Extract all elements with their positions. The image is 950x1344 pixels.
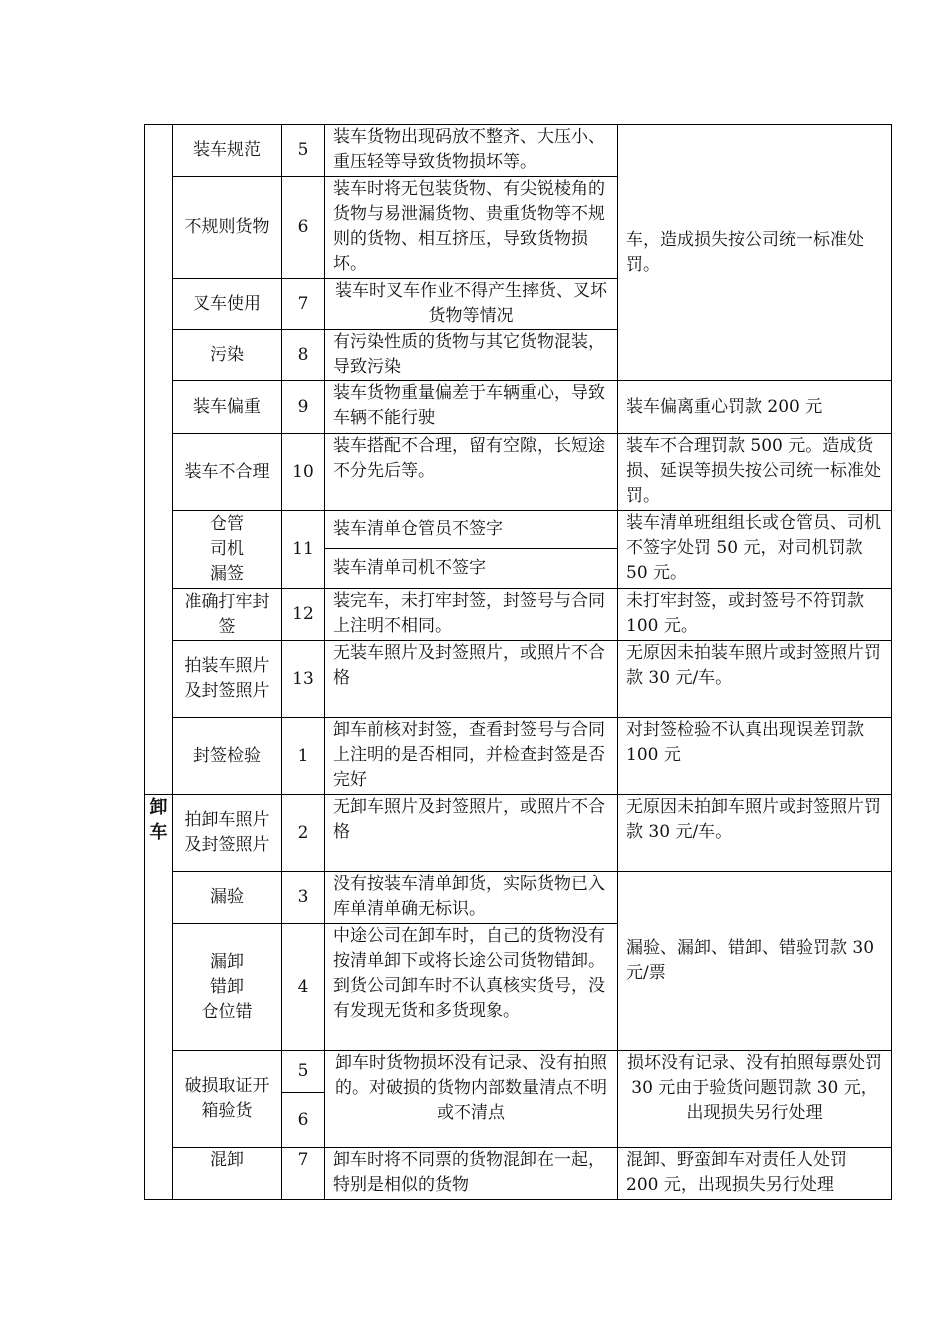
table-row <box>145 125 892 177</box>
number-cell: 5 <box>282 1051 325 1093</box>
section-cell-loading <box>145 125 173 795</box>
table-row <box>145 872 892 924</box>
description-cell: 装完车，未打牢封签，封签号与合同上注明不相同。 <box>325 589 618 641</box>
item-cell: 装车偏重 <box>173 381 282 434</box>
item-cell: 装车不合理 <box>173 434 282 511</box>
description-cell: 无装车照片及封签照片，或照片不合格 <box>325 641 618 718</box>
table-row <box>145 381 892 434</box>
item-cell: 破损取证开箱验货 <box>173 1051 282 1148</box>
description-cell: 装车时叉车作业不得产生摔货、叉坏货物等情况 <box>325 279 618 330</box>
item-cell: 拍卸车照片及封签照片 <box>173 795 282 872</box>
number-cell: 8 <box>282 330 325 381</box>
number-cell: 4 <box>282 924 325 1051</box>
description-cell: 装车清单仓管员不签字 <box>325 511 618 549</box>
item-cell: 漏验 <box>173 872 282 924</box>
description-cell: 有污染性质的货物与其它货物混装，导致污染 <box>325 330 618 381</box>
number-cell: 1 <box>282 718 325 795</box>
number-cell: 13 <box>282 641 325 718</box>
item-line: 漏卸 <box>210 951 244 972</box>
description-cell: 装车清单司机不签字 <box>325 549 618 589</box>
description-cell: 无卸车照片及封签照片，或照片不合格 <box>325 795 618 872</box>
item-cell: 装车规范 <box>173 125 282 177</box>
table-row <box>145 1051 892 1093</box>
description-cell: 装车搭配不合理，留有空隙，长短途不分先后等。 <box>325 434 618 511</box>
penalty-cell: 混卸、野蛮卸车对责任人处罚 200 元，出现损失另行处理 <box>618 1148 892 1200</box>
number-cell: 2 <box>282 795 325 872</box>
number-cell: 12 <box>282 589 325 641</box>
number-cell: 9 <box>282 381 325 434</box>
item-cell: 封签检验 <box>173 718 282 795</box>
penalty-cell: 装车清单班组组长或仓管员、司机不签字处罚 50 元，对司机罚款 50 元。 <box>618 511 892 589</box>
description-cell: 装车时将无包装货物、有尖锐棱角的货物与易泄漏货物、贵重货物等不规则的货物、相互挤压，导致货物损坏。 <box>325 177 618 279</box>
description-cell: 卸车时货物损坏没有记录、没有拍照的。对破损的货物内部数量清点不明或不清点 <box>325 1051 618 1148</box>
penalty-cell: 车，造成损失按公司统一标准处罚。 <box>618 125 892 381</box>
item-line: 司机 <box>210 539 244 559</box>
number-cell: 3 <box>282 872 325 924</box>
section-cell-unloading <box>145 795 173 1200</box>
number-cell: 11 <box>282 511 325 589</box>
description-cell: 卸车时将不同票的货物混卸在一起，特别是相似的货物 <box>325 1148 618 1200</box>
penalty-cell: 无原因未拍卸车照片或封签照片罚款 30 元/车。 <box>618 795 892 872</box>
penalty-cell: 对封签检验不认真出现误差罚款 100 元 <box>618 718 892 795</box>
item-line: 错卸 <box>210 976 244 997</box>
table-row <box>145 1148 892 1200</box>
description-cell: 没有按装车清单卸货，实际货物已入库单清单确无标识。 <box>325 872 618 924</box>
description-cell: 装车货物重量偏差于车辆重心，导致车辆不能行驶 <box>325 381 618 434</box>
description-cell: 装车货物出现码放不整齐、大压小、重压轻等导致货物损坏等。 <box>325 125 618 177</box>
number-cell: 7 <box>282 279 325 330</box>
item-cell: 准确打牢封签 <box>173 589 282 641</box>
table-row <box>145 589 892 641</box>
number-cell: 7 <box>282 1148 325 1200</box>
penalty-cell: 未打牢封签，或封签号不符罚款 100 元。 <box>618 589 892 641</box>
item-cell: 污染 <box>173 330 282 381</box>
penalty-cell: 损坏没有记录、没有拍照每票处罚 30 元由于验货问题罚款 30 元，出现损失另行处理 <box>618 1051 892 1148</box>
penalty-cell: 无原因未拍装车照片或封签照片罚款 30 元/车。 <box>618 641 892 718</box>
number-cell: 5 <box>282 125 325 177</box>
item-line: 漏签 <box>210 564 244 584</box>
number-cell: 6 <box>282 177 325 279</box>
penalty-cell: 装车偏离重心罚款 200 元 <box>618 381 892 434</box>
item-cell: 混卸 <box>173 1148 282 1200</box>
item-cell: 叉车使用 <box>173 279 282 330</box>
number-cell: 6 <box>282 1093 325 1148</box>
item-cell <box>173 511 282 589</box>
item-line: 仓管 <box>210 514 244 534</box>
item-cell <box>173 924 282 1051</box>
penalty-cell: 装车不合理罚款 500 元。造成货损、延误等损失按公司统一标准处罚。 <box>618 434 892 511</box>
section-label: 卸车 <box>149 797 168 843</box>
table-row <box>145 511 892 549</box>
description-cell: 卸车前核对封签，查看封签号与合同上注明的是否相同，并检查封签是否完好 <box>325 718 618 795</box>
number-cell: 10 <box>282 434 325 511</box>
table-row <box>145 641 892 718</box>
description-cell: 中途公司在卸车时，自己的货物没有按清单卸下或将长途公司货物错卸。到货公司卸车时不认真核实货号，没有发现无货和多货现象。 <box>325 924 618 1051</box>
item-line: 仓位错 <box>201 1001 253 1022</box>
item-cell: 不规则货物 <box>173 177 282 279</box>
table-row <box>145 434 892 511</box>
table-row <box>145 718 892 795</box>
item-cell: 拍装车照片及封签照片 <box>173 641 282 718</box>
table-row <box>145 795 892 872</box>
penalty-cell: 漏验、漏卸、错卸、错验罚款 30 元/票 <box>618 872 892 1051</box>
penalty-table <box>144 124 892 1200</box>
